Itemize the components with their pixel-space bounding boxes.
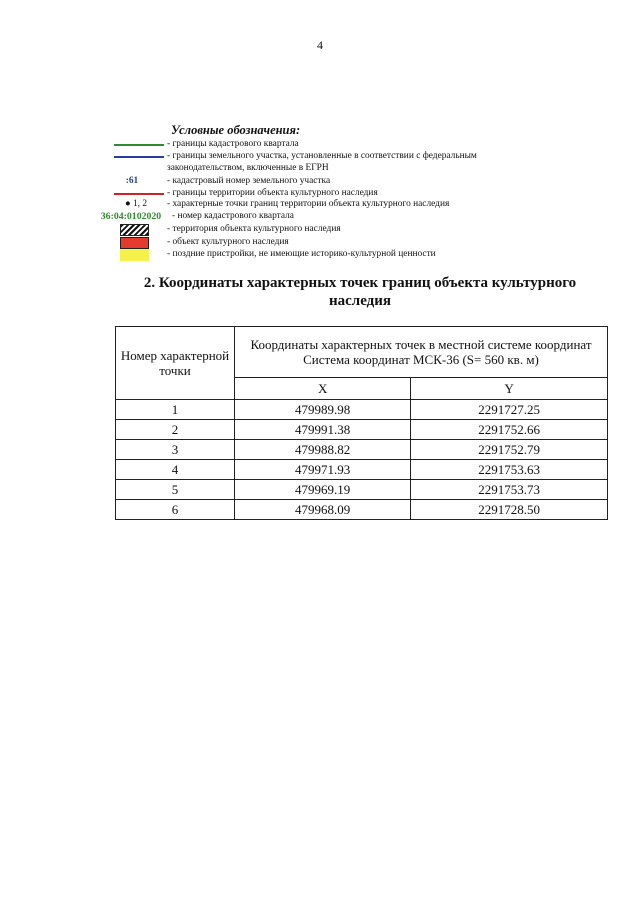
table-row: 5 479969.19 2291753.73 — [116, 480, 608, 500]
legend-item-label: - объект культурного наследия — [167, 237, 289, 247]
red-area-icon — [100, 237, 164, 248]
green-line-icon — [100, 139, 164, 150]
coordinates-table — [115, 326, 608, 520]
hatched-area-icon — [100, 224, 164, 235]
column-header-point-number: Номер характерной точки — [116, 327, 235, 400]
blue-line-icon — [100, 151, 164, 162]
legend-title: Условные обозначения: — [171, 123, 301, 137]
legend-item-label: - характерные точки границ территории объекта культурного наследия — [167, 199, 450, 209]
red-line-icon — [100, 188, 164, 199]
parcel-number-symbol: :61 — [125, 176, 139, 186]
table-row: 1 479989.98 2291727.25 — [116, 400, 608, 420]
quarter-number-symbol: 36:04:0102020 — [100, 211, 162, 222]
section-heading: 2. Координаты характерных точек границ объекта культурного наследия — [143, 275, 577, 309]
yellow-area-icon — [100, 249, 164, 260]
legend-item-label: - границы земельного участка, установленные в соответствии с федеральным — [167, 151, 477, 161]
table-row: 4 479971.93 2291753.63 — [116, 460, 608, 480]
column-header-y: Y — [411, 378, 608, 400]
legend-item-label: - территория объекта культурного наследия — [167, 224, 341, 234]
table-row: 6 479968.09 2291728.50 — [116, 500, 608, 520]
column-header-x: X — [235, 378, 411, 400]
legend-item-label: законодательством, включенные в ЕГРН — [167, 163, 329, 173]
table-row: 2 479991.38 2291752.66 — [116, 420, 608, 440]
legend-item-label: - границы кадастрового квартала — [167, 139, 299, 149]
column-header-coordinates: Координаты характерных точек в местной системе координат Система координат МСК-36 (S= 560 кв. м) — [235, 327, 608, 378]
table-row: 3 479988.82 2291752.79 — [116, 440, 608, 460]
page-number: 4 — [317, 38, 323, 52]
legend-item-label: - номер кадастрового квартала — [172, 211, 294, 221]
legend-item-label: - поздние пристройки, не имеющие историко-культурной ценности — [167, 249, 436, 259]
legend-item-label: - границы территории объекта культурного наследия — [167, 188, 378, 198]
legend-item-label: - кадастровый номер земельного участка — [167, 176, 331, 186]
point-marker-icon: ● 1, 2 — [124, 199, 148, 209]
